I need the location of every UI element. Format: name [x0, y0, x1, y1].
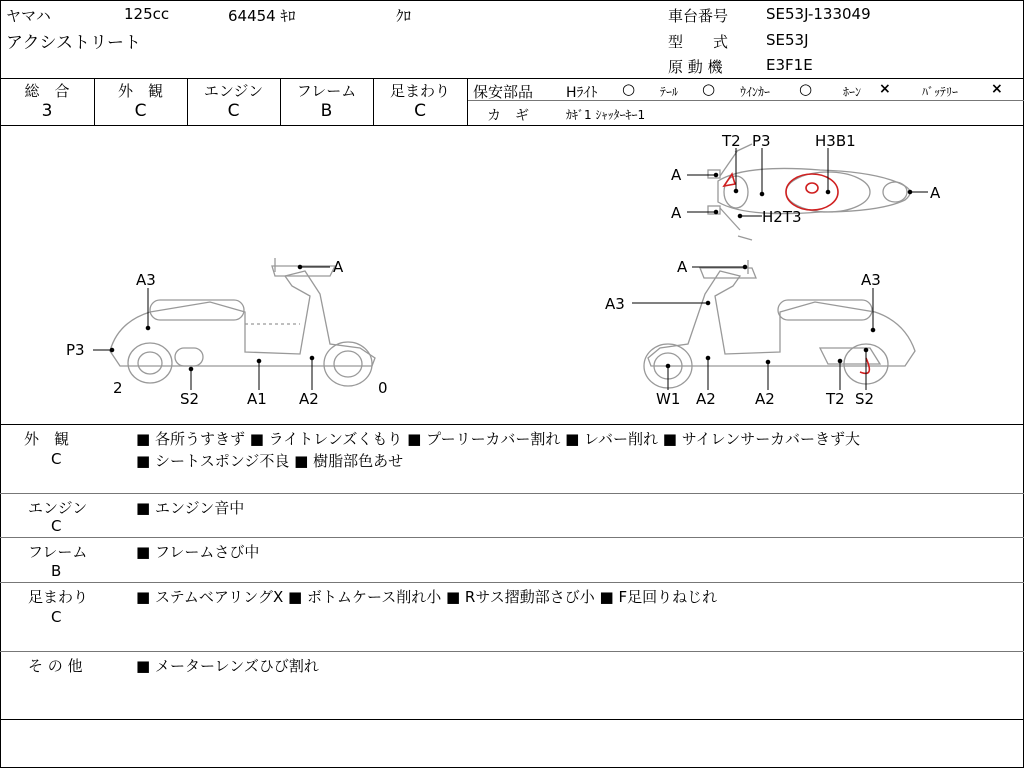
- label-0-left: 0: [378, 379, 388, 397]
- label-a-right: A: [677, 258, 688, 276]
- frame-no-label: 車台番号: [668, 7, 729, 25]
- remark-label-engine: エンジン: [28, 499, 88, 517]
- safety-item-tail: ﾃｰﾙ: [660, 85, 679, 99]
- key-label: カ ギ: [487, 108, 529, 124]
- remark-grade-engine: C: [51, 517, 62, 535]
- safety-item-horn: ﾎｰﾝ: [843, 85, 862, 99]
- key-value: ｶｷﾞ1 ｼｬｯﾀｰｷｰ1: [566, 108, 646, 122]
- safety-mark-tail: ○: [702, 80, 716, 98]
- remark-line-exterior-1: ■ 各所うすきず ■ ライトレンズくもり ■ プーリーカバー割れ ■ レバー削れ ■ サイレンサーカバーきず大: [136, 430, 860, 448]
- remark-line-suspension-1: ■ ステムベアリングX ■ ボトムケース削れ小 ■ Rサス摺動部さび小 ■ F足回りねじれ: [136, 588, 718, 606]
- overall-label: 総 合: [24, 82, 70, 100]
- remark-line-engine-1: ■ エンジン音中: [136, 499, 245, 517]
- maker: ヤマハ: [6, 7, 51, 25]
- suspension-grade: C: [414, 101, 426, 121]
- exterior-grade: C: [134, 101, 147, 121]
- remark-label-frame: フレーム: [28, 543, 88, 561]
- remark-grade-exterior: C: [51, 450, 62, 468]
- safety-mark-headlight: ○: [622, 80, 636, 98]
- remark-grade-frame: B: [51, 562, 62, 580]
- remark-grade-suspension: C: [51, 608, 62, 626]
- type-label: 型 式: [668, 33, 729, 51]
- safety-mark-winker: ○: [799, 80, 813, 98]
- label-a2-left: A2: [299, 390, 319, 408]
- label-a-top-left1: A: [671, 166, 682, 184]
- label-h2t3-top: H2T3: [762, 208, 802, 226]
- remark-line-frame-1: ■ フレームさび中: [136, 543, 260, 561]
- displacement: 125cc: [124, 5, 170, 23]
- safety-item-winker: ｳｲﾝｶｰ: [740, 85, 771, 99]
- damage-marks: [724, 174, 869, 373]
- label-a-left: A: [333, 258, 344, 276]
- remark-label-other: そ の 他: [28, 657, 83, 675]
- remark-label-exterior: 外 観: [24, 430, 70, 448]
- engine-grade: C: [227, 101, 240, 121]
- label-a3-right-right: A3: [861, 271, 881, 289]
- exterior-label: 外 観: [117, 82, 163, 100]
- label-a2-right2: A2: [755, 390, 775, 408]
- safety-label: 保安部品: [473, 83, 534, 101]
- safety-mark-horn: ×: [879, 81, 891, 97]
- frame-no-value: SE53J-133049: [766, 5, 871, 23]
- label-a1-left: A1: [247, 390, 267, 408]
- safety-mark-battery: ×: [991, 81, 1003, 97]
- model-name: アクシストリート: [6, 33, 141, 53]
- label-2-left: 2: [113, 379, 123, 397]
- label-p3-top: P3: [752, 132, 771, 150]
- label-w1-right: W1: [656, 390, 681, 408]
- remark-line-exterior-2: ■ シートスポンジ不良 ■ 樹脂部色あせ: [136, 452, 404, 470]
- label-a-top-left2: A: [671, 204, 682, 222]
- frame-grade: B: [320, 101, 333, 121]
- label-a2-right1: A2: [696, 390, 716, 408]
- label-s2-left: S2: [180, 390, 200, 408]
- suspension-label: 足まわり: [389, 82, 450, 100]
- label-a3-left: A3: [136, 271, 156, 289]
- label-t2-right: T2: [826, 390, 845, 408]
- label-s2-right: S2: [855, 390, 875, 408]
- safety-item-headlight: Hﾗｲﾄ: [566, 85, 598, 101]
- overall-grade: 3: [41, 101, 53, 121]
- label-t2-top: T2: [722, 132, 741, 150]
- color: ｸﾛ: [396, 7, 412, 25]
- label-a3-right-left: A3: [605, 295, 625, 313]
- type-value: SE53J: [766, 31, 809, 49]
- engine-label: エンジン: [203, 82, 264, 100]
- remark-label-suspension: 足まわり: [28, 588, 89, 606]
- label-a-top-right: A: [930, 184, 941, 202]
- label-p3-left: P3: [66, 341, 85, 359]
- label-h3b1-top: H3B1: [815, 132, 856, 150]
- engine-no-value: E3F1E: [766, 56, 813, 74]
- frame-label: フレーム: [296, 82, 357, 100]
- remark-line-other-1: ■ メーターレンズひび割れ: [136, 657, 319, 675]
- safety-item-battery: ﾊﾞｯﾃﾘｰ: [922, 85, 959, 99]
- engine-no-label: 原 動 機: [668, 58, 723, 76]
- mileage: 64454 ｷﾛ: [228, 7, 296, 25]
